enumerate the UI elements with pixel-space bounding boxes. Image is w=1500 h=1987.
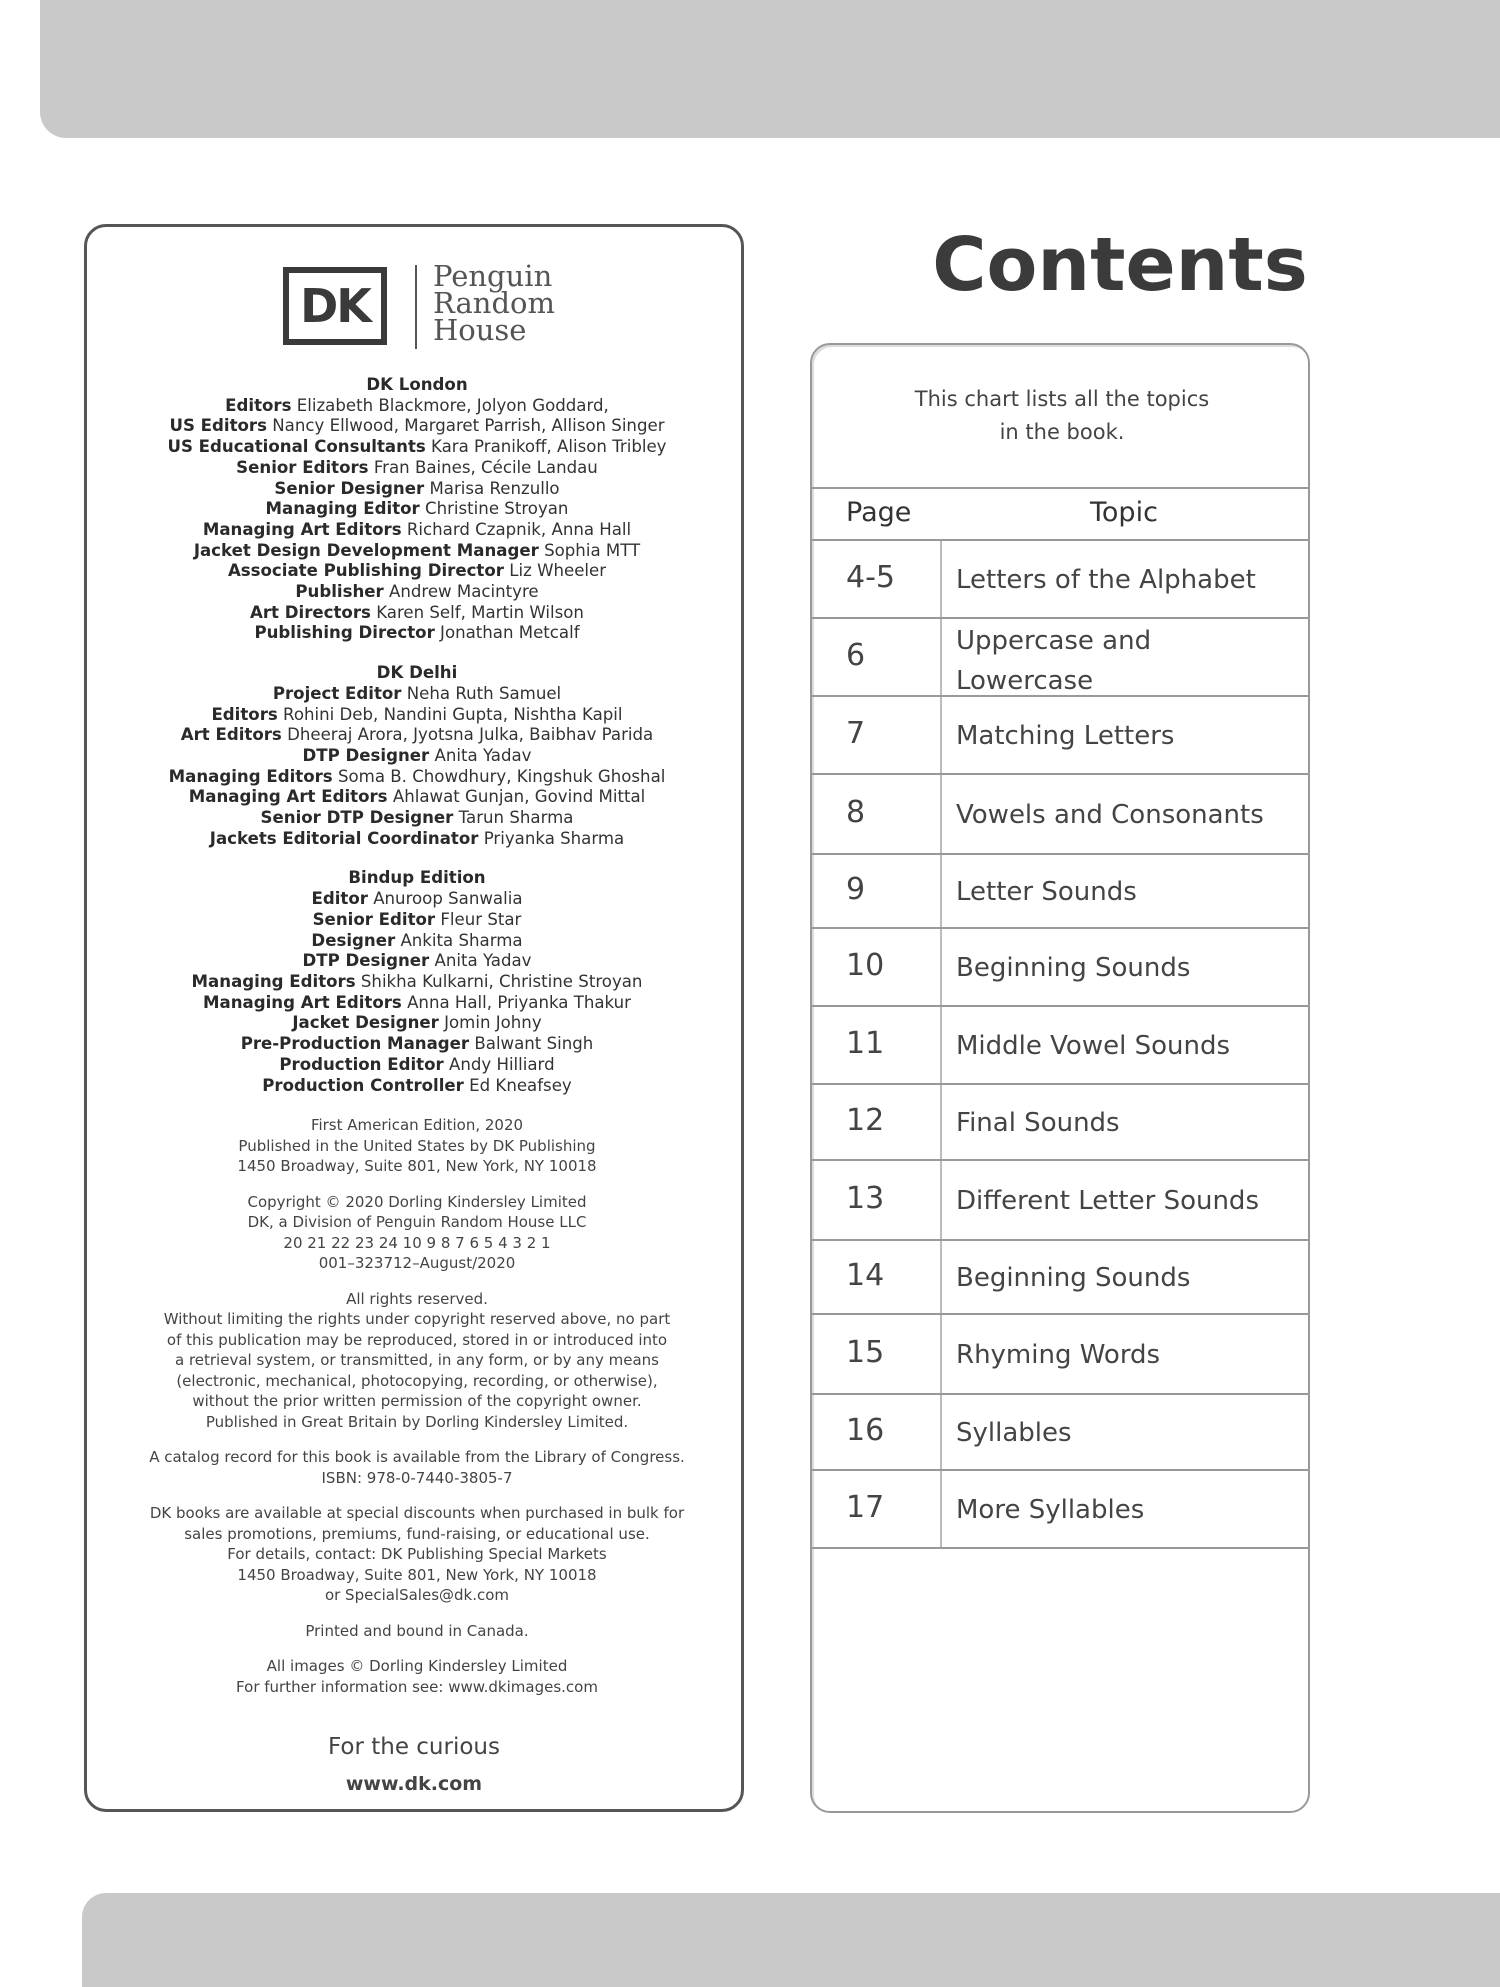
credit-line [107, 910, 727, 931]
row-page-number: 8 [846, 795, 866, 830]
row-topic: Vowels and Consonants [956, 800, 1264, 830]
imprint-text-line: A catalog record for this book is available from the Library of Congress. [149, 1448, 685, 1467]
credit-line [107, 437, 727, 458]
row-page-number: 9 [846, 872, 866, 907]
contents-row [812, 1315, 1308, 1395]
imprint-text-line: (electronic, mechanical, photocopying, recording, or otherwise), [176, 1371, 658, 1390]
column-divider [940, 855, 942, 927]
imprint-text-line: without the prior written permission of the copyright owner. [192, 1392, 642, 1411]
dk-logo-box [283, 267, 387, 345]
section-heading: Bindup Edition [348, 868, 486, 888]
intro-line: This chart lists all the topics [914, 387, 1210, 411]
imprint-text-line: ISBN: 978-0-7440-3805-7 [321, 1468, 513, 1487]
imprint-text-line: of this publication may be reproduced, stored in or introduced into [166, 1330, 668, 1349]
row-topic: Letters of the Alphabet [956, 565, 1256, 595]
row-topic: Matching Letters [956, 721, 1175, 751]
prh-line: House [433, 313, 527, 347]
column-divider [940, 619, 942, 695]
credit-role: Publishing Director [254, 623, 435, 643]
credit-names: Ed Kneafsey [469, 1075, 572, 1095]
credit-line [107, 725, 727, 746]
column-divider [940, 1085, 942, 1159]
section-gap [107, 644, 727, 663]
credit-names: Soma B. Chowdhury, Kingshuk Ghoshal [337, 766, 666, 786]
credit-line [107, 1055, 727, 1076]
imprint-text-line: 1450 Broadway, Suite 801, New York, NY 10018 [237, 1565, 597, 1584]
imprint-text-line: All images © Dorling Kindersley Limited [266, 1657, 568, 1676]
imprint-text-line: 1450 Broadway, Suite 801, New York, NY 10018 [237, 1157, 597, 1176]
top-gray-band [40, 0, 1500, 138]
contents-table [812, 487, 1308, 1549]
credit-line [107, 458, 727, 479]
imprint-text-line: DK, a Division of Penguin Random House LLC [247, 1213, 587, 1232]
imprint-text-line: Published in Great Britain by Dorling Kindersley Limited. [205, 1412, 629, 1431]
row-topic: Beginning Sounds [956, 1263, 1191, 1293]
column-divider [940, 1471, 942, 1547]
credit-line [107, 787, 727, 808]
credit-role: Production Controller [262, 1075, 464, 1095]
credit-names: Jomin Johny [444, 1013, 542, 1033]
column-divider [940, 775, 942, 853]
credit-line [107, 1076, 727, 1097]
credit-role: US Educational Consultants [167, 437, 426, 457]
credit-role: Editors [225, 395, 292, 415]
credit-line [107, 541, 727, 562]
bottom-gray-band [82, 1893, 1500, 1987]
credit-role: Managing Editors [168, 766, 333, 786]
credit-role: Managing Art Editors [188, 787, 388, 807]
credit-role: Publisher [295, 582, 384, 602]
credit-names: Anita Yadav [434, 745, 532, 765]
credit-names: Rohini Deb, Nandini Gupta, Nishtha Kapil [283, 704, 623, 724]
credit-line [107, 499, 727, 520]
imprint-text-line: DK books are available at special discounts when purchased in bulk for [149, 1504, 685, 1523]
row-topic: Letter Sounds [956, 877, 1137, 907]
credit-line [107, 1034, 727, 1055]
credit-names: Ahlawat Gunjan, Govind Mittal [392, 787, 646, 807]
credit-line [107, 889, 727, 910]
column-divider [940, 1161, 942, 1239]
row-page-number: 15 [846, 1335, 885, 1370]
credit-names: Shikha Kulkarni, Christine Stroyan [360, 971, 643, 991]
row-page-number: 12 [846, 1103, 885, 1138]
credit-role: Associate Publishing Director [227, 561, 504, 581]
row-page-number: 4-5 [846, 560, 895, 595]
credit-role: Project Editor [272, 683, 402, 703]
credit-line [107, 603, 727, 624]
imprint-text-line: Without limiting the rights under copyright reserved above, no part [163, 1310, 671, 1329]
contents-row [812, 1471, 1308, 1549]
tagline: For the curious [327, 1734, 500, 1760]
column-divider [940, 1315, 942, 1393]
row-topic: Different Letter Sounds [956, 1186, 1259, 1216]
prh-wordmark [433, 259, 583, 347]
contents-intro [842, 383, 1282, 449]
credit-names: Fleur Star [440, 909, 522, 929]
imprint-text-line: 001–323712–August/2020 [318, 1254, 516, 1273]
credit-line [107, 396, 727, 417]
credit-role: Senior Editor [312, 909, 436, 929]
credit-role: Pre-Production Manager [240, 1034, 470, 1054]
credit-line [107, 767, 727, 788]
contents-row [812, 541, 1308, 619]
imprint-text-line: Published in the United States by DK Publishing [238, 1136, 596, 1155]
dk-logo-text: DK [300, 279, 370, 333]
paragraph-gap [107, 1096, 727, 1115]
credit-line [107, 582, 727, 603]
imprint-panel [84, 224, 744, 1812]
credit-role: Senior Editors [236, 457, 369, 477]
row-page-number: 13 [846, 1181, 885, 1216]
credit-line [107, 808, 727, 829]
section-heading: DK London [366, 375, 468, 394]
contents-row [812, 855, 1308, 929]
paragraph-gap [107, 1641, 727, 1656]
credit-role: Editors [211, 704, 278, 724]
credit-line [107, 931, 727, 952]
section-gap [107, 849, 727, 868]
credit-role: Art Editors [180, 725, 282, 745]
credit-role: Jackets Editorial Coordinator [209, 828, 479, 848]
credit-names: Andrew Macintyre [388, 582, 539, 602]
credit-line [107, 623, 727, 644]
credit-names: Anna Hall, Priyanka Thakur [407, 992, 631, 1012]
credit-role: Editor [311, 889, 368, 909]
contents-rows [812, 541, 1308, 1549]
imprint-text-line: or SpecialSales@dk.com [324, 1586, 510, 1605]
credit-names: Kara Pranikoff, Alison Tribley [431, 437, 667, 457]
credit-line [107, 746, 727, 767]
credit-role: Managing Editor [265, 499, 420, 519]
credit-line [107, 561, 727, 582]
prh-line: Random [433, 286, 555, 320]
row-page-number: 17 [846, 1490, 885, 1525]
imprint-text-line: All rights reserved. [346, 1289, 488, 1308]
intro-line: in the book. [999, 420, 1125, 444]
credit-role: DTP Designer [302, 745, 430, 765]
row-topic: Final Sounds [956, 1108, 1120, 1138]
prh-line: Penguin [433, 259, 553, 293]
credit-line [107, 993, 727, 1014]
website-link[interactable]: www.dk.com [345, 1773, 483, 1795]
imprint-text-line: First American Edition, 2020 [310, 1116, 524, 1135]
contents-row [812, 929, 1308, 1007]
row-page-number: 6 [846, 638, 866, 673]
imprint-text-line: For further information see: www.dkimages.com [236, 1677, 598, 1696]
imprint-text-line: sales promotions, premiums, fund-raising, or educational use. [184, 1524, 650, 1543]
paragraph-gap [107, 1432, 727, 1447]
column-divider [940, 697, 942, 773]
paragraph-gap [107, 1274, 727, 1289]
section-heading: DK Delhi [376, 663, 458, 683]
column-divider [940, 929, 942, 1005]
credit-names: Tarun Sharma [458, 808, 574, 828]
imprint-text-line: Copyright © 2020 Dorling Kindersley Limited [247, 1192, 587, 1211]
credit-names: Liz Wheeler [509, 561, 607, 581]
row-page-number: 11 [846, 1026, 885, 1061]
credit-names: Balwant Singh [474, 1034, 594, 1054]
row-topic: Middle Vowel Sounds [956, 1031, 1230, 1061]
credit-line [107, 416, 727, 437]
credit-line [107, 705, 727, 726]
column-divider [940, 541, 942, 617]
paragraph-gap [107, 1177, 727, 1192]
credit-names: Andy Hilliard [448, 1054, 555, 1074]
credit-names: Anita Yadav [434, 951, 532, 971]
credit-names: Jonathan Metcalf [440, 623, 580, 643]
dk-penguin-random-house-logo [283, 259, 583, 349]
credit-line [107, 972, 727, 993]
contents-row [812, 697, 1308, 775]
credit-role: Jacket Designer [292, 1013, 439, 1033]
credit-line [107, 684, 727, 705]
paragraph-gap [107, 1606, 727, 1621]
credit-role: Jacket Design Development Manager [193, 540, 539, 560]
contents-row [812, 1085, 1308, 1161]
imprint-text-line: a retrieval system, or transmitted, in any form, or by any means [174, 1351, 659, 1370]
credit-role: Production Editor [279, 1054, 444, 1074]
credit-names: Elizabeth Blackmore, Jolyon Goddard, [296, 395, 609, 415]
credit-names: Richard Czapnik, Anna Hall [406, 519, 632, 539]
credit-role: Managing Editors [191, 971, 356, 991]
credit-role: Senior DTP Designer [260, 808, 454, 828]
credit-names: Neha Ruth Samuel [406, 683, 562, 703]
credit-role: US Editors [169, 416, 267, 436]
column-divider [940, 1241, 942, 1313]
row-topic: Beginning Sounds [956, 953, 1191, 983]
credit-role: Managing Art Editors [202, 519, 402, 539]
row-page-number: 7 [846, 716, 866, 751]
contents-row [812, 1161, 1308, 1241]
contents-row [812, 1241, 1308, 1315]
credit-names: Christine Stroyan [425, 499, 569, 519]
row-page-number: 14 [846, 1258, 885, 1293]
contents-table-header [812, 487, 1308, 541]
contents-row [812, 775, 1308, 855]
credit-names: Sophia MTT [544, 540, 641, 560]
row-topic: Uppercase and Lowercase [956, 626, 1152, 696]
row-topic: More Syllables [956, 1495, 1145, 1525]
credit-names: Nancy Ellwood, Margaret Parrish, Allison Singer [272, 416, 665, 436]
credit-role: Designer [311, 930, 396, 950]
credit-names: Ankita Sharma [400, 930, 523, 950]
credit-role: Senior Designer [274, 478, 425, 498]
credit-names: Dheeraj Arora, Jyotsna Julka, Baibhav Parida [287, 725, 654, 745]
row-page-number: 10 [846, 948, 885, 983]
contents-row [812, 1395, 1308, 1471]
header-page: Page [846, 497, 912, 528]
credit-line [107, 479, 727, 500]
column-divider [940, 1395, 942, 1469]
column-divider [940, 1007, 942, 1083]
credit-role: Managing Art Editors [203, 992, 402, 1012]
credit-line [107, 829, 727, 850]
contents-row [812, 1007, 1308, 1085]
row-topic: Rhyming Words [956, 1340, 1161, 1370]
credit-names: Marisa Renzullo [429, 478, 560, 498]
logo-divider [415, 265, 417, 349]
row-page-number: 16 [846, 1413, 885, 1448]
credit-names: Anuroop Sanwalia [373, 889, 523, 909]
contents-panel [810, 343, 1310, 1813]
credit-line [107, 951, 727, 972]
paragraph-gap [107, 1488, 727, 1503]
header-topic: Topic [1090, 497, 1158, 528]
credits-block [107, 375, 727, 1697]
contents-title: Contents [932, 222, 1308, 308]
imprint-text-line: For details, contact: DK Publishing Special Markets [227, 1545, 607, 1564]
credit-line [107, 520, 727, 541]
contents-row [812, 619, 1308, 697]
credit-line [107, 1013, 727, 1034]
credit-names: Priyanka Sharma [483, 828, 625, 848]
row-topic: Syllables [956, 1418, 1072, 1448]
credit-names: Fran Baines, Cécile Landau [373, 457, 598, 477]
imprint-text-line: 20 21 22 23 24 10 9 8 7 6 5 4 3 2 1 [283, 1233, 551, 1252]
credit-role: DTP Designer [302, 951, 430, 971]
imprint-text-line: Printed and bound in Canada. [305, 1621, 529, 1640]
credit-names: Karen Self, Martin Wilson [376, 602, 584, 622]
credit-role: Art Directors [250, 602, 371, 622]
